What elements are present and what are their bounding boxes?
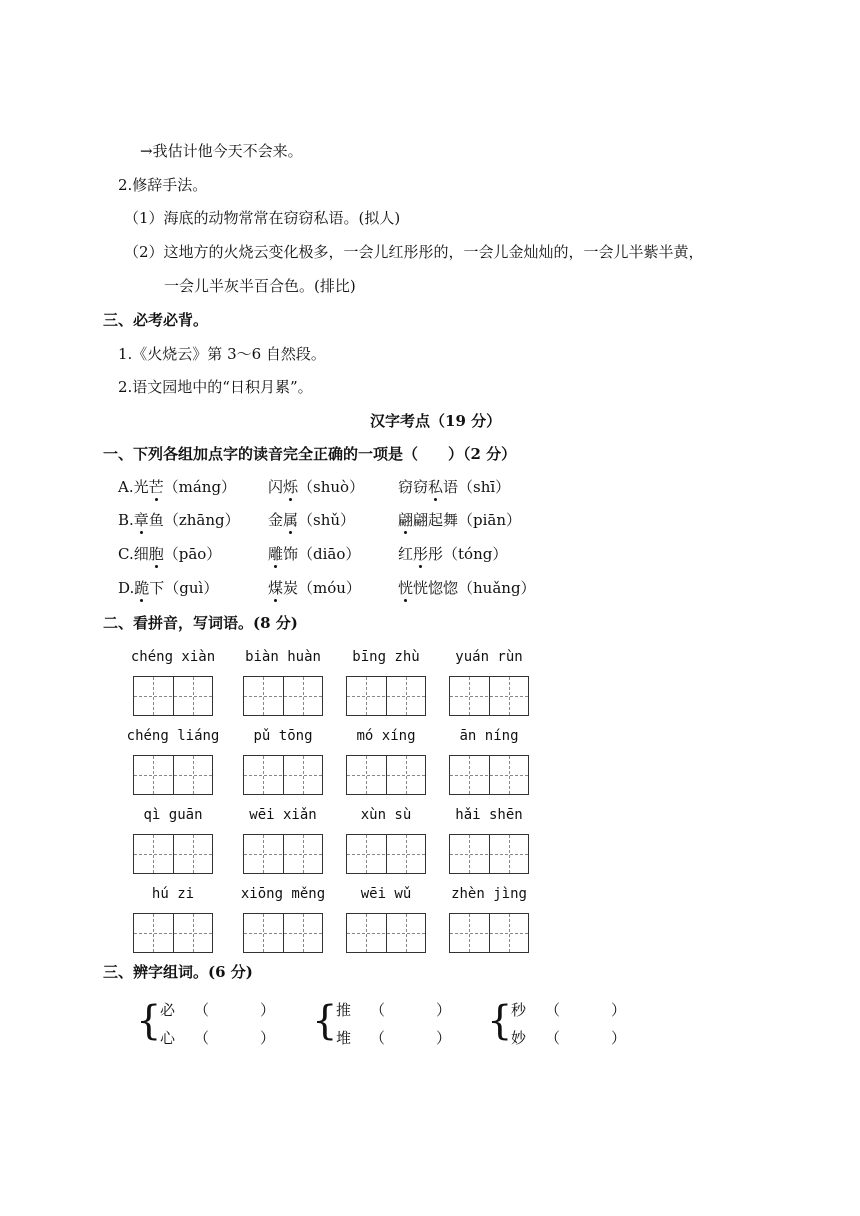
pinyin-label: hǎi shēn xyxy=(455,807,523,823)
pinyin-label: chéng xiàn xyxy=(130,649,216,665)
brace-icon: { xyxy=(312,998,338,1044)
q1-d-1: D.跪下（guì） xyxy=(118,579,219,597)
rhetoric-item-2-line-1: （2）这地方的火烧云变化极多，一会儿红彤彤的，一会儿金灿灿的，一会儿半紫半黄， xyxy=(124,243,704,261)
pinyin-label: xiōng měng xyxy=(240,886,326,902)
answer-paren-close: ） xyxy=(436,1029,452,1047)
q2-heading: 二、看拼音，写词语。(8 分) xyxy=(103,614,298,632)
memorize-item-2: 2.语文园地中的“日积月累”。 xyxy=(118,378,313,396)
writing-grid[interactable] xyxy=(133,755,213,795)
pinyin-label: bīng zhù xyxy=(352,649,420,665)
answer-paren-close: ） xyxy=(611,1001,627,1019)
writing-grid[interactable] xyxy=(346,834,426,874)
pinyin-label: zhèn jìng xyxy=(451,886,527,902)
pinyin-label: yuán rùn xyxy=(455,649,523,665)
answer-paren-close: ） xyxy=(260,1029,276,1047)
q1-b-3: 翩翩起舞（piān） xyxy=(398,511,522,529)
answer-paren-open: （ xyxy=(194,1001,210,1019)
rhetoric-heading: 2.修辞手法。 xyxy=(118,176,208,194)
answer-paren-close: ） xyxy=(260,1001,276,1019)
answer-blank[interactable] xyxy=(563,1028,611,1048)
answer-blank[interactable] xyxy=(388,1000,436,1020)
pinyin-label: chéng liáng xyxy=(126,728,220,744)
rhetoric-item-2-line-2: 一会儿半灰半百合色。(排比) xyxy=(164,277,356,295)
pinyin-label: qì guān xyxy=(143,807,203,823)
q1-b-2: 金属（shǔ） xyxy=(268,511,356,529)
writing-grid[interactable] xyxy=(346,755,426,795)
writing-grid[interactable] xyxy=(243,755,323,795)
brace-icon: { xyxy=(487,998,513,1044)
q1-c-1: C.细胞（pāo） xyxy=(118,545,222,563)
answer-paren-open: （ xyxy=(194,1029,210,1047)
arrow-sentence: →我估计他今天不会来。 xyxy=(140,142,303,160)
pinyin-label: biàn huàn xyxy=(245,649,321,665)
q1-c-2: 雕饰（diāo） xyxy=(268,545,361,563)
pinyin-label: wēi xiǎn xyxy=(249,807,317,823)
section-title: 汉字考点（19 分） xyxy=(370,412,502,430)
q1-a-2: 闪烁（shuò） xyxy=(268,478,365,496)
memorize-heading: 三、必考必背。 xyxy=(103,311,209,329)
q3-character: 秒 xyxy=(511,1001,527,1019)
answer-blank[interactable] xyxy=(563,1000,611,1020)
writing-grid[interactable] xyxy=(133,676,213,716)
brace-icon: { xyxy=(136,998,162,1044)
writing-grid[interactable] xyxy=(449,834,529,874)
q1-a-3: 窃窃私语（shī） xyxy=(398,478,511,496)
writing-grid[interactable] xyxy=(243,834,323,874)
q1-a-1: A.光芒（máng） xyxy=(118,478,237,496)
q1-b-1: B.章鱼（zhāng） xyxy=(118,511,240,529)
q3-character: 妙 xyxy=(511,1029,527,1047)
q1-c-3: 红彤彤（tóng） xyxy=(398,545,508,563)
q3-heading: 三、辨字组词。(6 分) xyxy=(103,963,253,981)
memorize-item-1: 1.《火烧云》第 3～6 自然段。 xyxy=(118,345,326,363)
answer-paren-open: （ xyxy=(545,1029,561,1047)
writing-grid[interactable] xyxy=(133,834,213,874)
writing-grid[interactable] xyxy=(449,676,529,716)
writing-grid[interactable] xyxy=(243,676,323,716)
answer-blank[interactable] xyxy=(212,1000,260,1020)
pinyin-label: hú zi xyxy=(151,886,195,902)
answer-blank[interactable] xyxy=(212,1028,260,1048)
q1-d-3: 恍恍惚惚（huǎng） xyxy=(398,579,536,597)
pinyin-label: mó xíng xyxy=(356,728,416,744)
writing-grid[interactable] xyxy=(346,913,426,953)
q1-d-2: 煤炭（móu） xyxy=(268,579,361,597)
answer-paren-open: （ xyxy=(370,1001,386,1019)
writing-grid[interactable] xyxy=(449,755,529,795)
answer-blank[interactable] xyxy=(388,1028,436,1048)
answer-paren-close: ） xyxy=(436,1001,452,1019)
writing-grid[interactable] xyxy=(449,913,529,953)
q3-character: 心 xyxy=(160,1029,176,1047)
answer-paren-open: （ xyxy=(370,1029,386,1047)
answer-paren-close: ） xyxy=(611,1029,627,1047)
pinyin-label: ān níng xyxy=(459,728,519,744)
writing-grid[interactable] xyxy=(346,676,426,716)
q1-heading: 一、下列各组加点字的读音完全正确的一项是（ ）（2 分） xyxy=(103,445,517,463)
rhetoric-item-1: （1）海底的动物常常在窃窃私语。(拟人) xyxy=(124,209,401,227)
writing-grid[interactable] xyxy=(243,913,323,953)
pinyin-label: xùn sù xyxy=(360,807,412,823)
pinyin-label: wēi wǔ xyxy=(360,886,412,902)
q3-character: 必 xyxy=(160,1001,176,1019)
answer-paren-open: （ xyxy=(545,1001,561,1019)
pinyin-label: pǔ tōng xyxy=(253,728,313,744)
q3-character: 堆 xyxy=(336,1029,352,1047)
writing-grid[interactable] xyxy=(133,913,213,953)
q3-character: 推 xyxy=(336,1001,352,1019)
